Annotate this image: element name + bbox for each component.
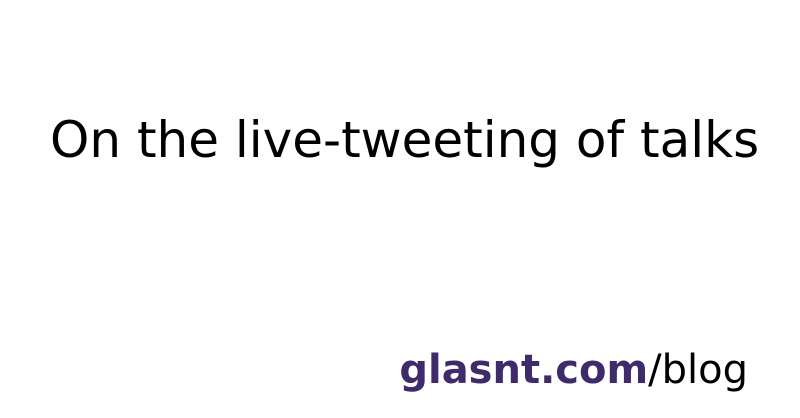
post-title: On the live-tweeting of talks — [50, 111, 760, 169]
site-url — [399, 344, 748, 396]
site-path: /blog — [648, 347, 748, 393]
site-domain: glasnt.com — [399, 347, 649, 393]
